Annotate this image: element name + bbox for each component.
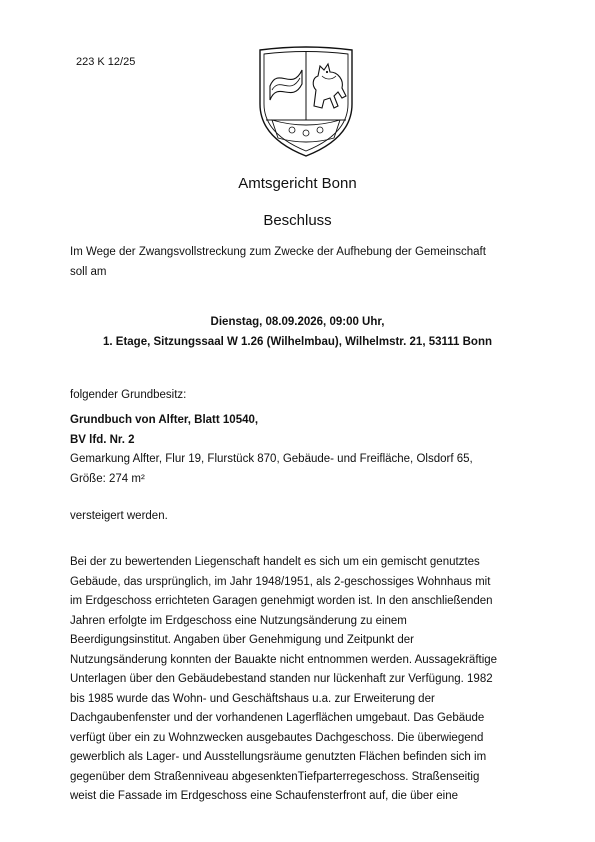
body-line: Dachgaubenfenster und der vorhandenen Lagerflächen umgebaut. Das Gebäude [70,712,485,724]
groesse-line: Größe: 274 m² [70,472,145,485]
court-name: Amtsgericht Bonn [238,175,357,192]
termin-date: Dienstag, 08.09.2026, 09:00 Uhr, [210,316,385,328]
gemarkung-line: Gemarkung Alfter, Flur 19, Flurstück 870, Gebäude- und Freifläche, Olsdorf 65, [70,453,473,465]
body-line: bis 1985 wurde das Wohn- und Geschäftshaus u.a. zur Erweiterung der [70,692,435,705]
body-line: Gebäude, das ursprünglich, im Jahr 1948/1951, als 2-geschossiges Wohnhaus mit [70,575,491,588]
coat-of-arms-icon [258,46,354,158]
document-title: Beschluss [263,212,332,229]
intro-line: Im Wege der Zwangsvollstreckung zum Zwecke der Aufhebung der Gemeinschaft [70,246,486,258]
versteigert-line: versteigert werden. [70,510,168,522]
termin-block [0,313,595,352]
grundbuch-line: Grundbuch von Alfter, Blatt 10540, [70,414,259,426]
body-line: gewerblich als Lager- und Ausstellungsräume genutzten Flächen befinden sich im [70,751,487,763]
aktenzeichen: 223 K 12/25 [76,56,136,68]
termin-location: 1. Etage, Sitzungssaal W 1.26 (Wilhelmbau), Wilhelmstr. 21, 53111 Bonn [103,335,492,348]
body-line: verfügt über ein zu Wohnzwecken ausgebautes Dachgeschoss. Die überwiegend [70,731,484,744]
body-line: Nutzungsänderung konnten der Bauakte nicht entnommen werden. Aussagekräftige [70,653,498,666]
body-line: im Erdgeschoss errichteten Garagen genehmigt worden ist. In den anschließenden [70,595,493,607]
bv-line: BV lfd. Nr. 2 [70,433,135,446]
description-paragraph [70,553,528,807]
intro-line: soll am [70,265,107,278]
folgender-label: folgender Grundbesitz: [70,389,187,401]
intro-paragraph [70,243,540,282]
body-line: Beerdigungsinstitut. Angaben über Genehmigung und Zeitpunkt der [70,634,414,646]
body-line: Jahren erfolgte im Erdgeschoss eine Nutzungsänderung zu einem [70,614,407,627]
body-line: weist die Fassade im Erdgeschoss eine Schaufensterfront auf, die über eine [70,790,459,802]
body-line: gegenüber dem Straßenniveau abgesenktenTiefparterregeschoss. Straßenseitig [70,770,480,783]
body-line: Unterlagen über den Gebäudebestand standen nur lückenhaft zur Verfügung. 1982 [70,673,493,685]
body-line: Bei der zu bewertenden Liegenschaft handelt es sich um ein gemischt genutztes [70,556,480,568]
grundbesitz-block [70,411,530,489]
